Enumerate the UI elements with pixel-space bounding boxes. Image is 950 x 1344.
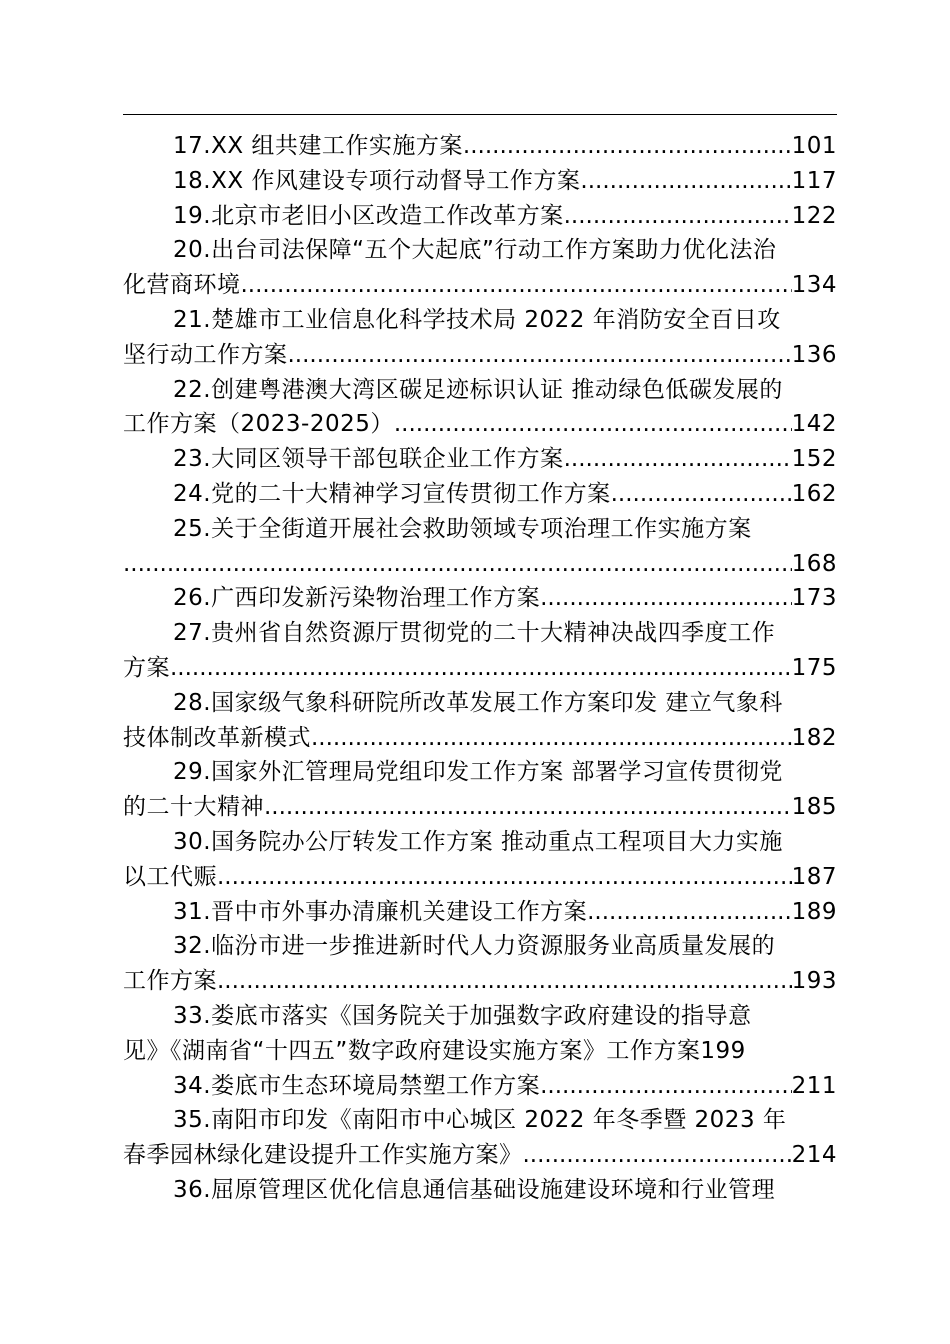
toc-entry-line xyxy=(123,303,837,338)
toc-entry-line xyxy=(123,825,837,860)
toc-entry-26[interactable] xyxy=(123,581,837,616)
toc-entry-line xyxy=(123,616,837,651)
toc-entry-continuation xyxy=(123,651,837,686)
toc-entry-17[interactable] xyxy=(123,129,837,164)
toc-entry-title: 30.国务院办公厅转发工作方案 推动重点工程项目大力实施 xyxy=(173,828,783,855)
toc-entry-19[interactable] xyxy=(123,199,837,234)
toc-page-number: 187 xyxy=(791,863,837,890)
toc-entry-title-cont: 见》《湖南省“十四五”数字政府建设实施方案》工作方案 xyxy=(123,1037,701,1064)
toc-dot-leader xyxy=(170,651,792,686)
toc-entry-title: 26.广西印发新污染物治理工作方案 xyxy=(173,585,541,612)
toc-entry-title-cont: 方案 xyxy=(123,654,170,681)
toc-entry-33[interactable] xyxy=(123,999,837,1069)
toc-dot-leader xyxy=(564,199,792,234)
toc-entry-title: 24.党的二十大精神学习宣传贯彻工作方案 xyxy=(173,480,611,507)
toc-entry-title: 20.出台司法保障“五个大起底”行动工作方案助力优化法治 xyxy=(173,237,777,264)
toc-dot-leader xyxy=(217,964,792,999)
toc-entry-continuation xyxy=(123,268,837,303)
toc-page-number: 182 xyxy=(791,724,837,751)
toc-entry-continuation xyxy=(123,964,837,999)
toc-page-number: 199 xyxy=(700,1037,746,1064)
toc-entry-line xyxy=(123,999,837,1034)
toc-entry-title-cont: 化营商环境 xyxy=(123,272,241,299)
toc-entry-title: 31.晋中市外事办清廉机关建设工作方案 xyxy=(173,898,588,925)
toc-entry-line xyxy=(123,442,837,477)
toc-entry-line xyxy=(123,929,837,964)
toc-entry-title: 25.关于全街道开展社会救助领域专项治理工作实施方案 xyxy=(173,515,752,542)
toc-dot-leader xyxy=(540,581,792,616)
toc-dot-leader xyxy=(463,129,792,164)
toc-dot-leader xyxy=(564,442,792,477)
toc-dot-leader xyxy=(217,860,792,895)
toc-entry-line xyxy=(123,895,837,930)
toc-entry-title: 33.娄底市落实《国务院关于加强数字政府建设的指导意 xyxy=(173,1002,752,1029)
toc-entry-24[interactable] xyxy=(123,477,837,512)
toc-page-number: 152 xyxy=(791,446,837,473)
toc-dot-leader xyxy=(611,477,792,512)
toc-entry-continuation xyxy=(123,1034,837,1069)
toc-page-number: 162 xyxy=(791,480,837,507)
toc-dot-leader xyxy=(123,547,792,582)
toc-entry-title: 34.娄底市生态环境局禁塑工作方案 xyxy=(173,1072,541,1099)
toc-entry-22[interactable] xyxy=(123,373,837,443)
toc-dot-leader xyxy=(311,721,792,756)
toc-entry-line xyxy=(123,477,837,512)
toc-entry-line xyxy=(123,233,837,268)
toc-entry-line xyxy=(123,512,837,547)
toc-page-number: 142 xyxy=(791,411,837,438)
toc-entry-29[interactable] xyxy=(123,755,837,825)
toc-page-number: 101 xyxy=(791,133,837,159)
toc-entry-line xyxy=(123,1103,837,1138)
toc-page-number: 168 xyxy=(791,550,837,577)
toc-entry-line xyxy=(123,1069,837,1104)
toc-dot-leader xyxy=(288,338,792,373)
toc-entry-20[interactable] xyxy=(123,233,837,303)
toc-dot-leader xyxy=(241,268,792,303)
toc-entry-line xyxy=(123,1173,837,1208)
toc-entry-30[interactable] xyxy=(123,825,837,895)
toc-entry-line xyxy=(123,199,837,234)
toc-entry-23[interactable] xyxy=(123,442,837,477)
toc-entry-continuation xyxy=(123,860,837,895)
toc-entry-31[interactable] xyxy=(123,895,837,930)
toc-entry-continuation xyxy=(123,790,837,825)
toc-page-number: 193 xyxy=(791,968,837,995)
toc-dot-leader xyxy=(540,1069,792,1104)
toc-entry-title: 36.屈原管理区优化信息通信基础设施建设环境和行业管理 xyxy=(173,1176,776,1203)
toc-entry-32[interactable] xyxy=(123,929,837,999)
toc-entry-line xyxy=(123,755,837,790)
toc-entry-title: 18.XX 作风建设专项行动督导工作方案 xyxy=(173,167,581,194)
toc-dot-leader xyxy=(580,164,791,199)
toc-entry-34[interactable] xyxy=(123,1069,837,1104)
toc-entry-line xyxy=(123,581,837,616)
toc-page-number: 189 xyxy=(791,898,837,925)
toc-page-number: 214 xyxy=(791,1142,837,1169)
toc-entry-line xyxy=(123,686,837,721)
toc-entry-title-cont: 的二十大精神 xyxy=(123,794,264,821)
toc-dot-leader xyxy=(394,407,792,442)
table-of-contents xyxy=(123,129,837,1208)
toc-entry-title: 17.XX 组共建工作实施方案 xyxy=(173,133,463,159)
toc-entry-title: 19.北京市老旧小区改造工作改革方案 xyxy=(173,202,564,229)
toc-page-number: 117 xyxy=(791,167,837,194)
toc-dot-leader xyxy=(264,790,792,825)
toc-entry-continuation xyxy=(123,1138,837,1173)
toc-entry-21[interactable] xyxy=(123,303,837,373)
toc-entry-36[interactable] xyxy=(123,1173,837,1208)
toc-entry-title: 32.临汾市进一步推进新时代人力资源服务业高质量发展的 xyxy=(173,933,776,960)
toc-page-number: 134 xyxy=(791,272,837,299)
toc-entry-title: 23.大同区领导干部包联企业工作方案 xyxy=(173,446,564,473)
toc-page-number: 136 xyxy=(791,341,837,368)
toc-entry-title-cont: 坚行动工作方案 xyxy=(123,341,288,368)
toc-entry-title-cont: 以工代赈 xyxy=(123,863,217,890)
toc-entry-title-cont: 工作方案 xyxy=(123,968,217,995)
toc-entry-title-cont: 技体制改革新模式 xyxy=(123,724,311,751)
toc-entry-continuation xyxy=(123,547,837,582)
toc-page-number: 185 xyxy=(791,794,837,821)
toc-dot-leader xyxy=(523,1138,792,1173)
toc-entry-continuation xyxy=(123,407,837,442)
toc-entry-title: 22.创建粤港澳大湾区碳足迹标识认证 推动绿色低碳发展的 xyxy=(173,376,783,403)
toc-entry-28[interactable] xyxy=(123,686,837,756)
toc-entry-35[interactable] xyxy=(123,1103,837,1173)
toc-entry-27[interactable] xyxy=(123,616,837,686)
toc-page-number: 173 xyxy=(791,585,837,612)
toc-page-number: 175 xyxy=(791,654,837,681)
toc-entry-title: 29.国家外汇管理局党组印发工作方案 部署学习宣传贯彻党 xyxy=(173,759,783,786)
toc-entry-25[interactable] xyxy=(123,512,837,582)
toc-entry-line xyxy=(123,164,837,199)
toc-entry-title-cont: 春季园林绿化建设提升工作实施方案》 xyxy=(123,1142,523,1169)
header-rule xyxy=(123,114,837,115)
toc-entry-title: 21.楚雄市工业信息化科学技术局 2022 年消防安全百日攻 xyxy=(173,306,781,333)
toc-entry-18[interactable] xyxy=(123,164,837,199)
toc-entry-line xyxy=(123,129,837,164)
toc-entry-title-cont: 工作方案（2023-2025） xyxy=(123,411,394,438)
toc-entry-continuation xyxy=(123,721,837,756)
toc-entry-title: 27.贵州省自然资源厅贯彻党的二十大精神决战四季度工作 xyxy=(173,620,776,647)
toc-entry-title: 35.南阳市印发《南阳市中心城区 2022 年冬季暨 2023 年 xyxy=(173,1107,787,1134)
toc-entry-continuation xyxy=(123,338,837,373)
toc-dot-leader xyxy=(587,895,792,930)
toc-page-number: 122 xyxy=(791,202,837,229)
toc-entry-line xyxy=(123,373,837,408)
toc-page-number: 211 xyxy=(791,1072,837,1099)
toc-entry-title: 28.国家级气象科研院所改革发展工作方案印发 建立气象科 xyxy=(173,689,783,716)
